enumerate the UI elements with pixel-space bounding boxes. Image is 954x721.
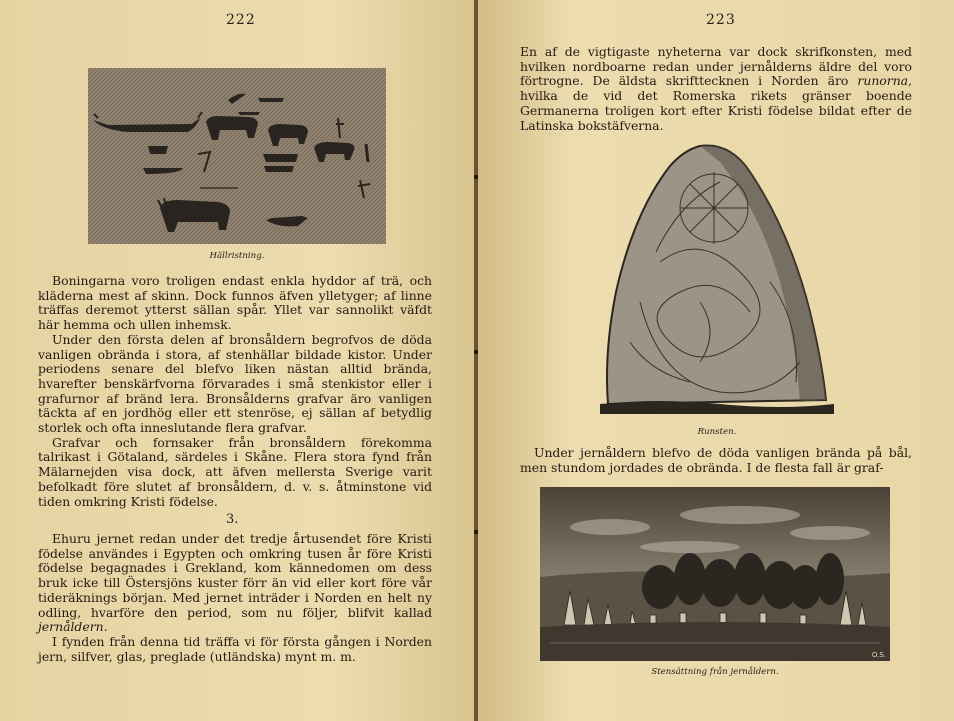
section-number: 3. [226,512,239,527]
stone-setting-illustration [540,487,890,661]
body-text [38,274,432,509]
paragraph: Grafvar och fornsaker från bronsåldern förekomma talrikast i Götaland, särdeles i Skåne. Flera stora fynd från Mälarnejden visa dock, att äfven mellersta Sverige varit befolkadt före slutet af bronsåldern, d. v. s. åtminstone vid tiden omkring Kristi födelse. [38,434,432,509]
figure-caption: Stensättning från jernåldern. [651,667,779,677]
runestone-illustration [600,142,834,414]
figure-caption: Hällristning. [209,251,265,261]
emphasis: runorna, [857,73,912,89]
section-text [38,532,432,664]
engraver-mark: O.S. [871,651,886,659]
paragraph-text: hvilka de vid det Romerska rikets gränser boende Germanerna troligen kort efter Kristi födelse bildat efter de Latinska bokstäfverna. [520,88,912,133]
paragraph: I fynden från denna tid träffa vi för första gången i Norden jern, silfver, glas, preglade (utländska) mynt m. m. [38,633,432,664]
emphasis: jernåldern. [38,619,108,635]
left-page [0,0,476,721]
figure-caption: Runsten. [697,427,737,437]
paragraph-text: En af de vigtigaste nyheterna var dock skrifkonsten, med hvilken nordboarne redan under jernålderns äldre del voro förtrogne. De äldsta skrifttecknen i Norden äro [520,44,912,89]
paragraph [38,532,432,635]
page-number: 222 [226,12,256,28]
paragraph: Under jernåldern blefvo de döda vanligen brända på bål, men stundom jordades de obrända. I de flesta fall är graf- [520,445,912,475]
paragraph: Boningarna voro troligen endast enkla hyddor af trä, och kläderna mest af skinn. Dock funnos äfven ylletyger; af linne träffas deremot ytterst sällan spår. Yllet var sannolikt väfdt här hemma och ullen inhemsk. [38,273,432,333]
paragraph [520,45,912,133]
body-text [520,446,912,475]
right-page [478,0,954,721]
paragraph-text: Ehuru jernet redan under det tredje årtusendet före Kristi födelse användes i Egypten och omkring tusen år före Kristi födelse begagnades i Grekland, kom kännedomen om dess bruk icke till Östersjöns kuster förr än vid eller kort före vår tideräknings början. Med jernet inträder i Norden en helt ny odling, hvarföre den period, som nu följer, blifvit kallad [38,531,432,620]
page-number: 223 [706,12,736,28]
body-text [520,45,912,133]
rock-carving-illustration [88,68,386,244]
paragraph: Under den första delen af bronsåldern begrofvos de döda vanligen obrända i stora, af stenhällar bildade kistor. Under periodens senare del blefvo liken nästan alltid brända, hvarefter benskärfvorna förvarades i små stenkistor eller i grafurnor af bränd lera. Bronsålderns grafvar äro vanligen täckta af en jordhög eller ett stenröse, ej sällan af betydlig storlek och ofta inneslutande flera grafvar. [38,331,432,436]
